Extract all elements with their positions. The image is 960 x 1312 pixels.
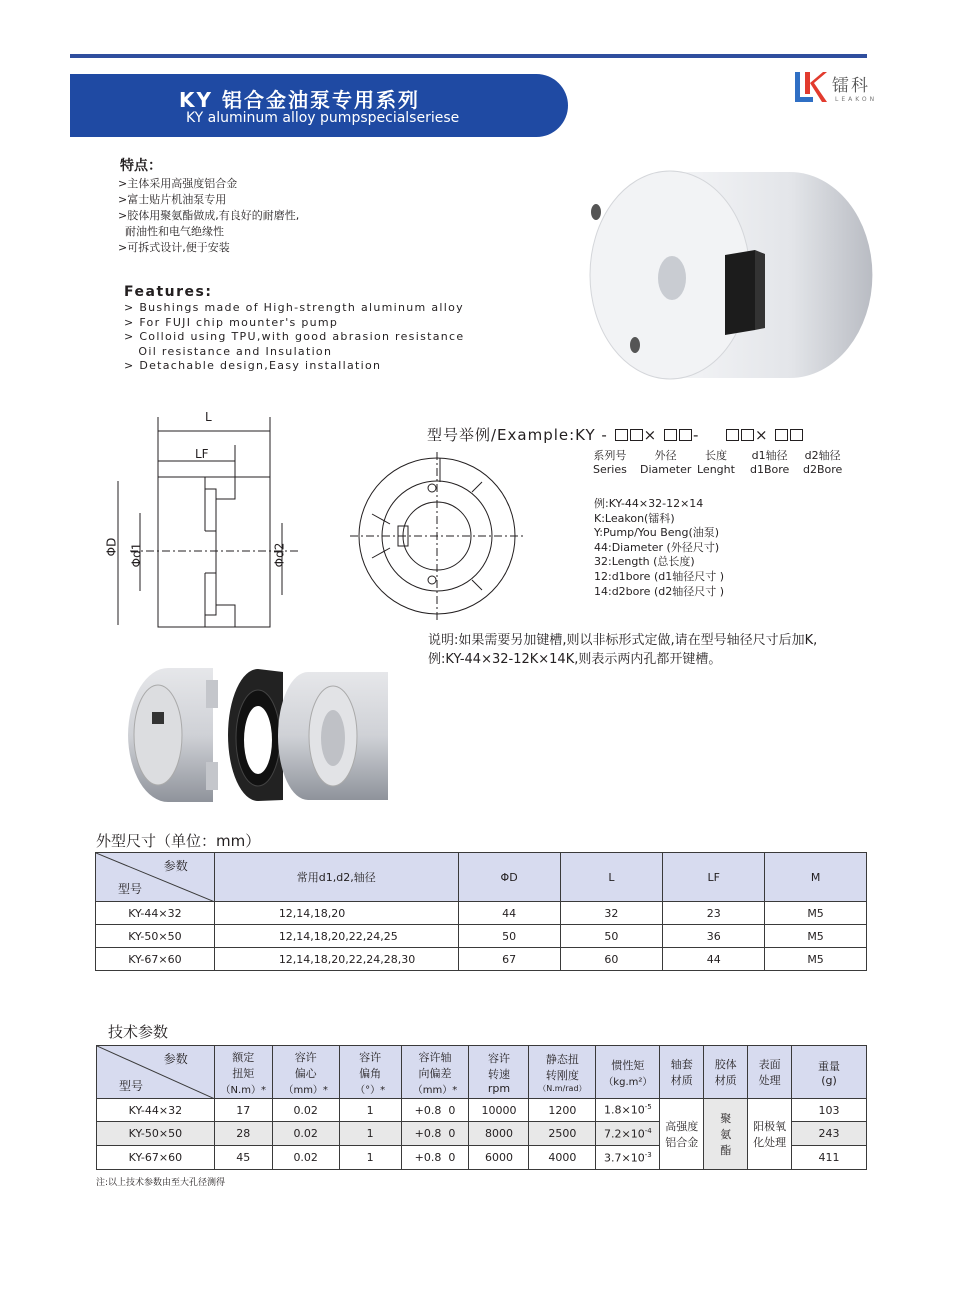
column-header: 轴套 材质 xyxy=(660,1046,704,1099)
table-row: KY-44×32 17 0.02 1 +0.8 0 10000 1200 $1.8\times 10^{-5}$ 高强度 铝合金 聚 氨 酯 阳极氧 化处理 103 xyxy=(97,1099,867,1122)
column-header: L xyxy=(560,853,663,902)
feature-zh-item: >可拆式设计,便于安装 xyxy=(118,241,230,254)
model-example-title xyxy=(427,424,804,445)
logo-text-en: LEAKON xyxy=(835,96,878,103)
feature-en-item: > Colloid using TPU,with good abrasion resistance xyxy=(124,330,465,343)
example-label-d1: d1轴径 d1Bore xyxy=(750,449,790,476)
features-zh-heading: 特点： xyxy=(120,158,162,174)
feature-en-item: > Bushings made of High-strength aluminum alloy xyxy=(124,301,464,314)
column-header: LF xyxy=(663,853,765,902)
column-header: 静态扭 转刚度 （N.m/rad） xyxy=(529,1046,596,1099)
features-en-list xyxy=(124,301,464,374)
coupling-product-image xyxy=(560,150,880,390)
front-view-drawing xyxy=(350,452,525,620)
title-zh: KY 铝合金油泵专用系列 xyxy=(179,88,420,112)
dimension-table xyxy=(95,852,867,971)
feature-en-item: Oil resistance and Insulation xyxy=(124,344,333,358)
column-header: 惯性矩 （kg.m²） xyxy=(596,1046,660,1099)
example-prefix: 型号举例/Example:KY - xyxy=(427,426,608,444)
table-row: KY-44×32 12,14,18,20 44 32 23 M5 xyxy=(96,902,867,925)
features-en-heading: Features: xyxy=(124,284,213,300)
example-line: 44:Diameter (外径尺寸) xyxy=(594,540,720,554)
column-header: 重量 (g) xyxy=(792,1046,867,1099)
dim-table-title: 外型尺寸（单位：mm） xyxy=(96,832,261,850)
spider-material: 聚 氨 酯 xyxy=(704,1099,748,1170)
example-sep: × xyxy=(754,426,769,444)
logo-text-zh: 镭科 xyxy=(832,76,870,96)
example-label-d2: d2轴径 d2Bore xyxy=(803,449,843,476)
column-header: 容许 偏角 （°）* xyxy=(339,1046,401,1099)
column-header: ΦD xyxy=(458,853,560,902)
tech-table-title: 技术参数 xyxy=(108,1023,169,1041)
table-corner: 参数 型号 xyxy=(96,853,215,902)
label-D: ΦD xyxy=(104,537,119,557)
leakon-logo-icon xyxy=(793,68,829,106)
surface-treatment: 阳极氧 化处理 xyxy=(748,1099,792,1170)
example-line: 32:Length (总长度) xyxy=(594,555,695,569)
column-header: 容许 偏心 （mm）* xyxy=(272,1046,339,1099)
example-line: K:Leakon(镭科) xyxy=(594,511,675,525)
feature-zh-item: >富士贴片机油泵专用 xyxy=(118,193,227,206)
table-row: KY-50×50 12,14,18,20,22,24,25 50 50 36 M5 xyxy=(96,925,867,948)
label-L: L xyxy=(205,410,212,424)
column-header: 容许 转速 rpm xyxy=(469,1046,529,1099)
table-row: KY-50×50 28 0.02 1 +0.8 0 8000 2500 $7.2\times 10^{-4}$ 243 xyxy=(97,1122,867,1146)
keyway-note: 说明:如果需要另加键槽,则以非标形式定做,请在型号轴径尺寸后加K, 例:KY-44×32-12K×14K,则表示两内孔都开键槽。 xyxy=(428,633,818,667)
table-row: KY-67×60 12,14,18,20,22,24,28,30 67 60 44 M5 xyxy=(96,948,867,971)
example-label-diameter: 外径 Diameter xyxy=(640,449,692,476)
exploded-coupling-image xyxy=(118,660,403,810)
table-corner: 参数 型号 xyxy=(97,1046,215,1099)
example-line: 例:KY-44×32-12×14 xyxy=(594,497,704,510)
column-header: 胶体 材质 xyxy=(704,1046,748,1099)
technical-table xyxy=(96,1045,867,1170)
footnote: 注:以上技术参数由至大孔径测得 xyxy=(96,1178,226,1188)
example-line: 12:d1bore (d1轴径尺寸 ) xyxy=(594,569,725,583)
example-explanation xyxy=(594,497,724,599)
title-en: KY aluminum alloy pumpspecialseriese xyxy=(186,110,460,126)
feature-zh-item: >主体采用高强度铝合金 xyxy=(118,177,238,190)
column-header: M xyxy=(765,853,867,902)
features-zh-list xyxy=(118,176,299,256)
example-sep: × xyxy=(643,426,658,444)
feature-en-item: > For FUJI chip mounter's pump xyxy=(124,315,339,329)
feature-en-item: > Detachable design,Easy installation xyxy=(124,359,382,372)
column-header: 表面 处理 xyxy=(748,1046,792,1099)
label-LF: LF xyxy=(195,447,209,461)
table-row: KY-67×60 45 0.02 1 +0.8 0 6000 4000 $3.7\times 10^{-3}$ 411 xyxy=(97,1146,867,1170)
side-view-drawing xyxy=(100,405,305,637)
column-header: 额定 扭矩 （N.m）* xyxy=(214,1046,272,1099)
label-d2: Φd2 xyxy=(272,542,287,568)
feature-zh-item: >胶体用聚氨酯做成,有良好的耐磨性, xyxy=(118,209,300,222)
hub-material: 高强度 铝合金 xyxy=(660,1099,704,1170)
top-rule xyxy=(70,54,867,58)
example-line: Y:Pump/You Beng(油泵) xyxy=(594,526,720,540)
example-line: 14:d2bore (d2轴径尺寸 ) xyxy=(594,584,725,598)
label-d1: Φd1 xyxy=(129,542,144,568)
column-header: 常用d1,d2,轴径 xyxy=(214,853,458,902)
example-label-length: 长度 Lenght xyxy=(697,449,735,476)
column-header: 容许轴 向偏差 （mm）* xyxy=(401,1046,469,1099)
example-label-series: 系列号 Series xyxy=(593,449,627,476)
example-sep: - xyxy=(692,426,700,444)
feature-zh-item: 耐油性和电气绝缘性 xyxy=(118,225,224,238)
